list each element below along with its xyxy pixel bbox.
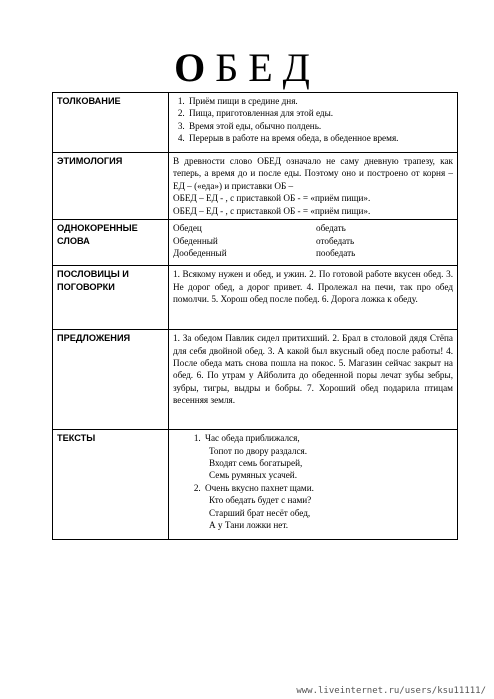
table-row [53, 266, 458, 330]
poem-line: Семь румяных усачей. [209, 470, 297, 481]
row-head-odnokorennye: ОДНОКОРЕННЫЕ СЛОВА [53, 220, 169, 266]
row-head-etimologiya: ЭТИМОЛОГИЯ [53, 153, 169, 220]
poem-line: Входят семь богатырей, [209, 457, 303, 468]
title-first-letter: О [174, 45, 216, 90]
word-item: отобедать [316, 235, 355, 246]
word-item: обедать [316, 223, 346, 234]
poem-line: Топот по двору раздался. [209, 445, 308, 456]
row-body-tolkovanie [169, 93, 458, 153]
list-item: 2. Пища, приготовленная для этой еды. [187, 107, 453, 119]
etymology-line: ОБЕД – ЕД - , с приставкой ОБ - = «приём пищи». [173, 193, 371, 204]
poem-line: А у Тани ложки нет. [209, 520, 289, 531]
poem-line: 1. Час обеда приближался, [205, 433, 300, 444]
poem-line: 2. Очень вкусно пахнет щами. [205, 482, 314, 493]
row-body-poslovitsy: 1. Всякому нужен и обед, и ужин. 2. По готовой работе вкусен обед. 3. Не дорог обед, а дорог привет. 4. Пролежал на печи, так про обед помолчи. 5. Хорош обед после побед. 6. Дорога ложка к обеду. [169, 266, 458, 330]
etymology-text: В древности слово ОБЕД означало не саму дневную трапезу, как теперь, а время до и после еды. Поэтому оно и построено от корня – ЕД – («еда») и приставки ОБ – [173, 156, 453, 191]
list-item: 1. Приём пищи в средине дня. [187, 95, 453, 107]
title-rest: БЕД [215, 45, 320, 90]
poem-line: Старший брат несёт обед, [209, 507, 311, 518]
row-body-teksty [169, 430, 458, 540]
word-item: Обедец [173, 223, 202, 234]
table-row [53, 330, 458, 430]
poem-stanza [203, 432, 453, 482]
etymology-line: ОБЕД – ЕД - , с приставкой ОБ - = «приём пищи». [173, 205, 371, 216]
table-row [53, 153, 458, 220]
row-body-predlozheniya: 1. За обедом Павлик сидел притихший. 2. Брал в столовой дядя Стёпа для себя двойной обед. 3. А какой был вкусный обед после работы! 4. После обеда мать снова пошла на покос. 5. Магазин сейчас закрыт на обед. 6. По утрам у Айболита до обеденной поры лечат зубы зебры, зубры, тигры, выдры и бобры. 7. Хороший обед подарила птицам весенняя земля. [169, 330, 458, 430]
row-head-tolkovanie: ТОЛКОВАНИЕ [53, 93, 169, 153]
row-head-poslovitsy: ПОСЛОВИЦЫ И ПОГОВОРКИ [53, 266, 169, 330]
poem-line: Кто обедать будет с нами? [209, 495, 312, 506]
row-head-teksty: ТЕКСТЫ [53, 430, 169, 540]
poem-stanza [203, 482, 453, 532]
page-title [0, 45, 494, 90]
row-body-odnokorennye [169, 220, 458, 266]
table-row [53, 220, 458, 266]
word-item: Обеденный [173, 235, 218, 246]
table-row [53, 93, 458, 153]
table-row [53, 430, 458, 540]
row-body-etimologiya [169, 153, 458, 220]
list-item: 4. Перерыв в работе на время обеда, в обеденное время. [187, 132, 453, 144]
word-item: Дообеденный [173, 247, 227, 258]
word-table [52, 92, 458, 540]
word-item: пообедать [316, 247, 356, 258]
row-head-predlozheniya: ПРЕДЛОЖЕНИЯ [53, 330, 169, 430]
list-item: 3. Время этой еды, обычно полдень. [187, 120, 453, 132]
source-url: www.liveinternet.ru/users/ksu11111/ [296, 686, 486, 696]
